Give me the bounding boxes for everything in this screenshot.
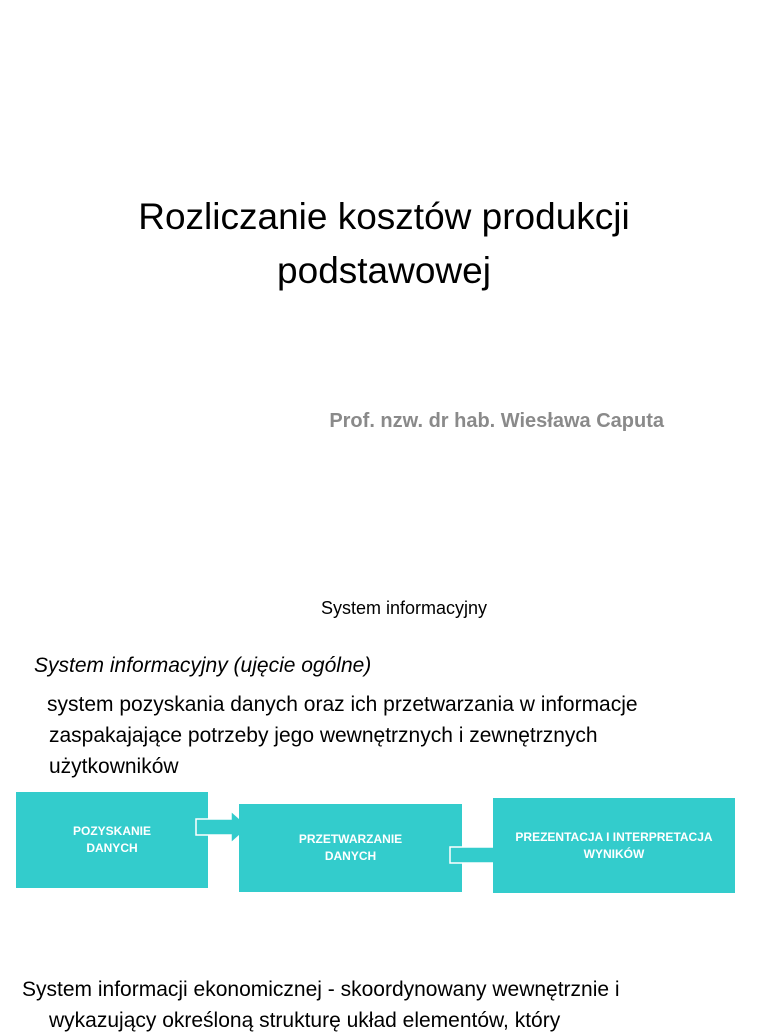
flow-box-process-data [239, 804, 462, 892]
flow-box-label: POZYSKANIE [72, 824, 151, 838]
title-line-2: podstawowej [277, 250, 491, 291]
presentation-title [0, 190, 768, 298]
section-heading: System informacyjny (ujęcie ogólne) [34, 654, 372, 677]
economic-info-text [22, 974, 762, 1036]
definition-line: system pozyskania danych oraz ich przetwarzania w informacje [47, 693, 638, 716]
definition-line: zaspakajające potrzeby jego wewnętrznych i zewnętrznych [49, 724, 598, 747]
content-slide [0, 576, 768, 1032]
flow-box-label: DANYCH [324, 849, 377, 863]
title-line-1: Rozliczanie kosztów produkcji [138, 196, 630, 237]
econ-line: wykazujący określoną strukturę układ elementów, który [49, 1009, 561, 1032]
definition-line: użytkowników [49, 755, 179, 778]
econ-line: System informacji ekonomicznej - skoordynowany wewnętrznie i [22, 978, 620, 1001]
definition-text [47, 689, 747, 782]
flow-box-label: WYNIKÓW [583, 846, 645, 861]
author-name: Prof. nzw. dr hab. Wiesława Caputa [329, 410, 664, 432]
flow-box-label: PREZENTACJA I INTERPRETACJA [515, 829, 713, 844]
flow-box-label: PRZETWARZANIE [298, 832, 403, 846]
flow-box-present-results [493, 798, 735, 893]
slide-heading: System informacyjny [320, 598, 488, 618]
flow-box-label: DANYCH [86, 841, 138, 855]
flow-box-acquire-data [16, 792, 208, 888]
